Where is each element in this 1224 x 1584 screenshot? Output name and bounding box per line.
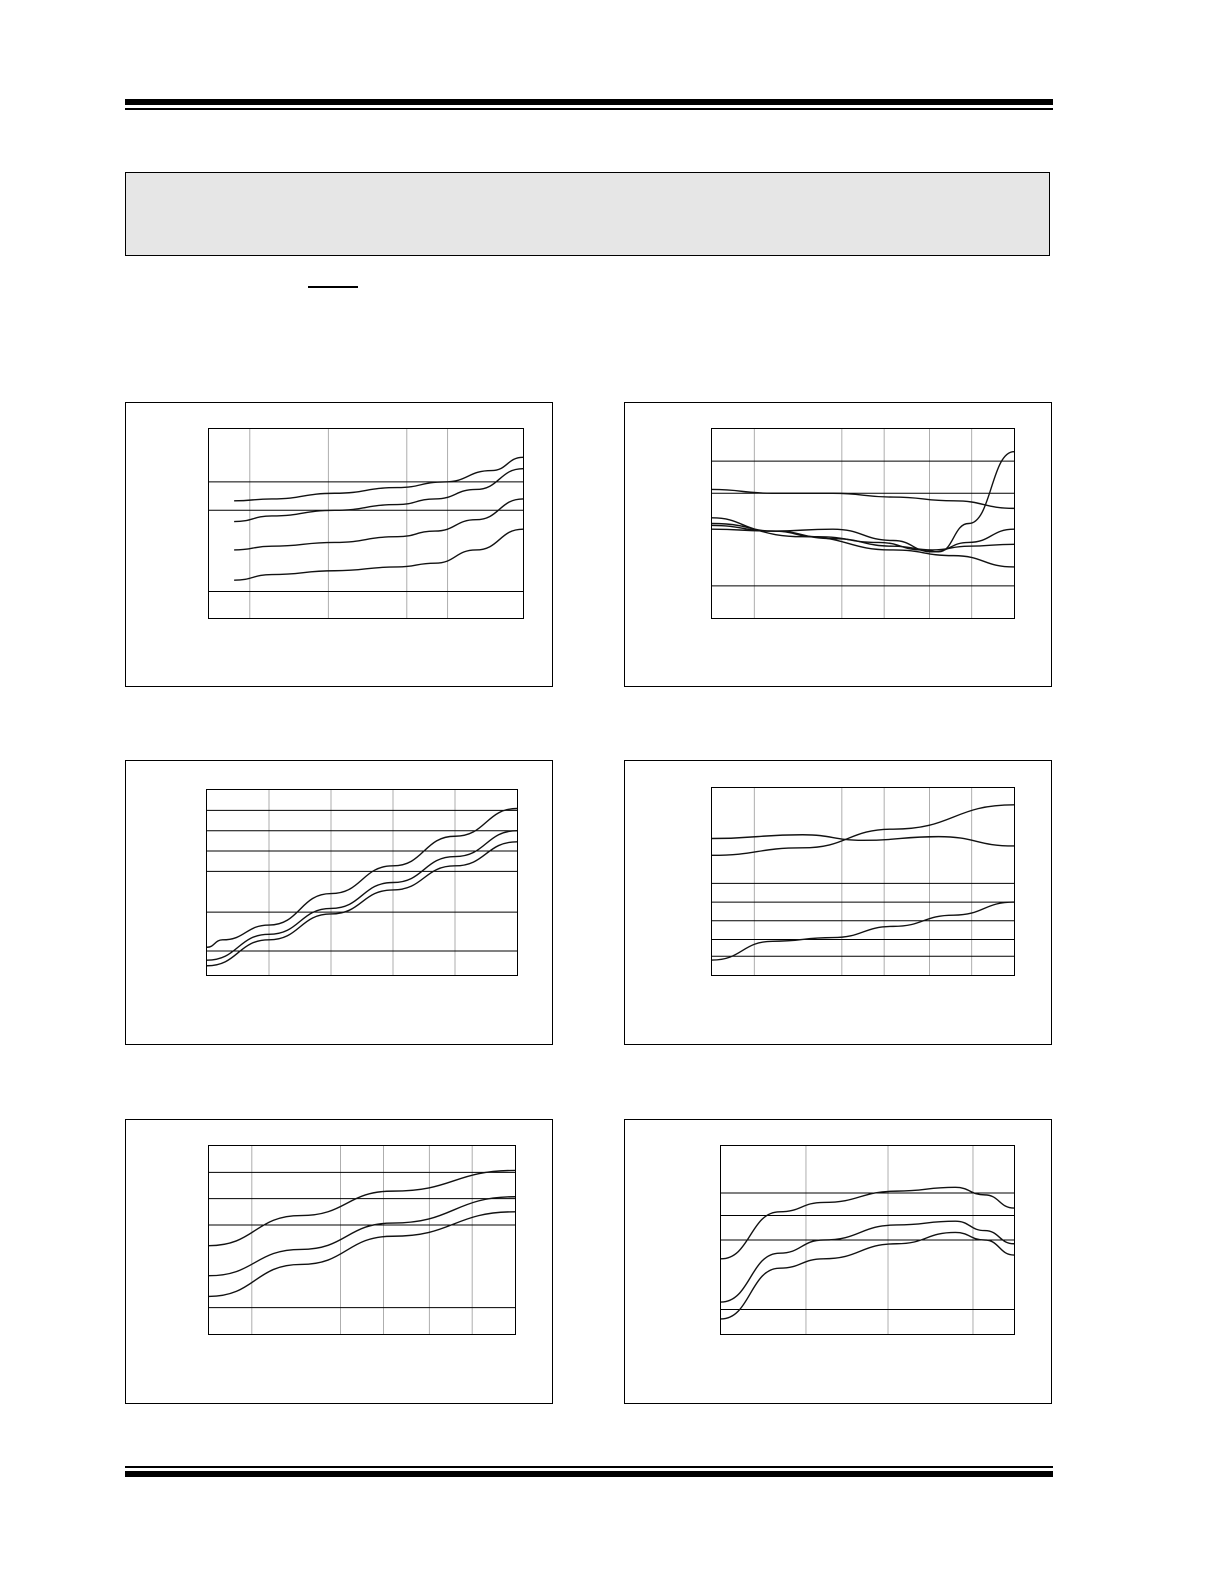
plot-area-4	[711, 787, 1015, 976]
fig-2-series-1-line	[712, 489, 1014, 508]
fig-1-svg	[209, 429, 523, 618]
fig-6-series-2-line	[721, 1221, 1014, 1302]
plot-area-1	[208, 428, 524, 619]
plot-area-3	[206, 789, 518, 976]
fig-1-series-2-line	[234, 469, 523, 522]
figure-frame-5	[125, 1119, 553, 1404]
fig-1-series-3-line	[234, 499, 523, 550]
fig-6-series-3-line	[721, 1232, 1014, 1318]
fig-2-svg	[712, 429, 1014, 618]
figure-frame-2	[624, 402, 1052, 687]
fig-4-series-3-line	[712, 902, 1014, 960]
figure-frame-4	[624, 760, 1052, 1045]
note-underline	[308, 286, 358, 288]
fig-4-series-1-line	[712, 805, 1014, 855]
fig-3-series-1-line	[207, 809, 517, 948]
plot-area-2	[711, 428, 1015, 619]
fig-4-series-2-line	[712, 835, 1014, 846]
figure-frame-6	[624, 1119, 1052, 1404]
fig-3-series-2-line	[207, 831, 517, 961]
fig-5-svg	[209, 1146, 515, 1334]
plot-area-6	[720, 1145, 1015, 1335]
footer-rule-thick	[125, 1471, 1053, 1477]
notice-box	[125, 172, 1050, 256]
fig-4-svg	[712, 788, 1014, 975]
footer-rule-thin	[125, 1466, 1053, 1468]
header-rule-thin	[125, 108, 1053, 110]
fig-3-series-3-line	[207, 842, 517, 966]
figure-frame-1	[125, 402, 553, 687]
fig-2-series-5-line	[712, 524, 1014, 567]
fig-1-series-1-line	[234, 457, 523, 500]
fig-5-series-1-line	[209, 1170, 515, 1245]
fig-6-svg	[721, 1146, 1014, 1334]
fig-5-series-2-line	[209, 1197, 515, 1276]
header-rule-thick	[125, 99, 1053, 105]
fig-3-svg	[207, 790, 517, 975]
fig-1-series-4-line	[234, 529, 523, 580]
figure-frame-3	[125, 760, 553, 1045]
plot-area-5	[208, 1145, 516, 1335]
